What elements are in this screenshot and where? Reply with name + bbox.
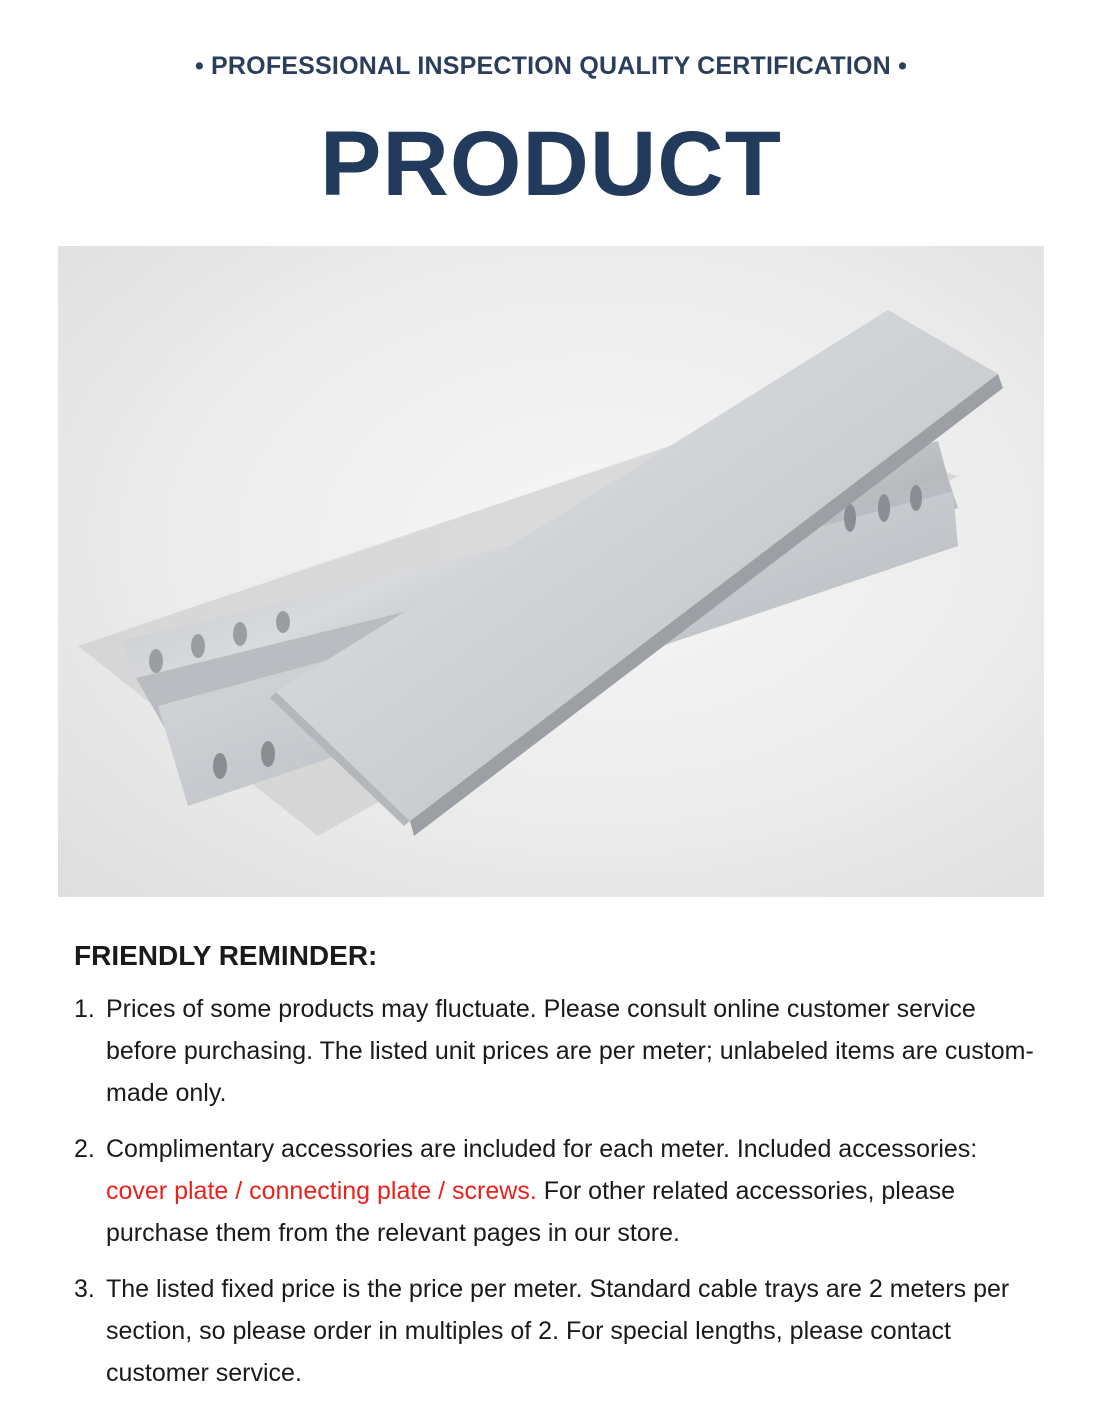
- friendly-reminder: [74, 936, 1034, 1408]
- reminder-title: FRIENDLY REMINDER:: [74, 940, 378, 971]
- reminder-text-2b: For other related accessories, please purchase them from the relevant pages in our store.: [106, 1177, 956, 1247]
- reminder-item-1: [74, 988, 1034, 1114]
- reminder-text-2a: Complimentary accessories are included for each meter. Included accessories:: [106, 1135, 978, 1163]
- header-tagline: • PROFESSIONAL INSPECTION QUALITY CERTIFICATION •: [194, 52, 908, 80]
- cable-tray-illustration: [58, 246, 1044, 897]
- accessories-highlight: cover plate / connecting plate / screws.: [106, 1177, 537, 1205]
- reminder-item-2: [74, 1128, 1034, 1254]
- reminder-number-2: 2.: [74, 1135, 95, 1163]
- product-photo: [58, 246, 1044, 897]
- reminder-number-1: 1.: [74, 995, 95, 1023]
- reminder-text-3: The listed fixed price is the price per meter. Standard cable trays are 2 meters per section, so please order in multiples of 2. For special lengths, please contact customer service.: [106, 1275, 1010, 1387]
- reminder-number-3: 3.: [74, 1275, 95, 1303]
- reminder-text-1: Prices of some products may fluctuate. Please consult online customer service before purchasing. The listed unit prices are per meter; unlabeled items are custom-made only.: [106, 995, 1034, 1107]
- page-title: PRODUCT: [320, 113, 782, 215]
- reminder-item-3: [74, 1268, 1034, 1394]
